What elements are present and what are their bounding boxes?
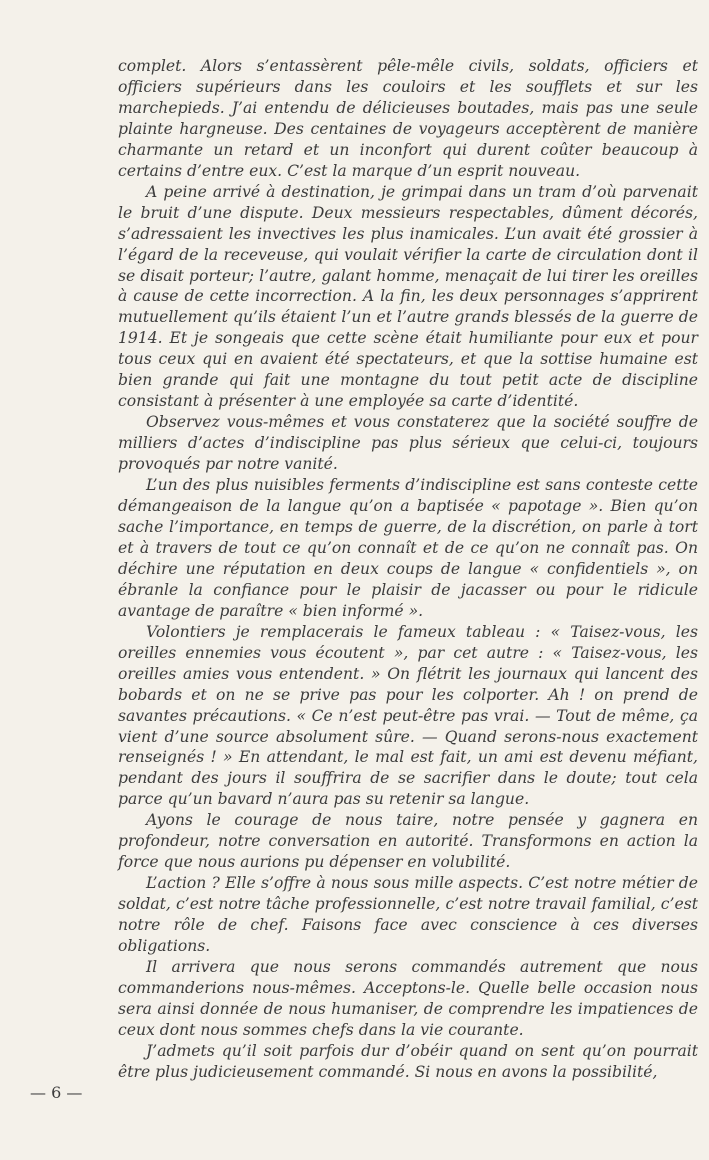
paragraph: Volontiers je remplacerais le fameux tableau : « Taisez-vous, les oreilles ennemies vous écoutent », par cet autre : « Taisez-vous, les oreilles amies vous entendent. » On flétrit les journaux qui lancent des bobards et on ne se prive pas pour les colporter. Ah ! on prend de savantes précautions. « Ce n’est peut-être pas vrai. — Tout de même, ça vient d’une source absolument sûre. — Quand serons-nous exactement renseignés ! » En attendant, le mal est fait, un ami est devenu méfiant, pendant des jours il souffrira de se sacrifier dans le doute; tout cela parce qu’un bavard n’aura pas su retenir sa langue. xyxy=(118,622,698,809)
paragraph: J’admets qu’il soit parfois dur d’obéir quand on sent qu’on pourrait être plus judicieusement commandé. Si nous en avons la possibilité, xyxy=(118,1041,698,1081)
paragraph: Observez vous-mêmes et vous constaterez que la société souffre de milliers d’actes d’indiscipline pas plus sérieux que celui-ci, toujours provoqués par notre vanité. xyxy=(118,413,698,474)
page-number: — 6 — xyxy=(30,1083,83,1102)
body-text xyxy=(118,56,698,1083)
paragraph: L’un des plus nuisibles ferments d’indiscipline est sans conteste cette démangeaison de la langue qu’on a baptisée « papotage ». Bien qu’on sache l’importance, en temps de guerre, de la discrétion, on parle à tort et à travers de tout ce qu’on connaît et de ce qu’on ne connaît pas. On déchire une réputation en deux coups de langue « confidentiels », on ébranle la confiance pour le plaisir de jacasser ou pour le ridicule avantage de paraître « bien informé ». xyxy=(118,476,698,620)
paragraph: Ayons le courage de nous taire, notre pensée y gagnera en profondeur, notre conversation en autorité. Transformons en action la force que nous aurions pu dépenser en volubilité. xyxy=(118,811,698,872)
paragraph: Il arrivera que nous serons commandés autrement que nous commanderions nous-mêmes. Acceptons-le. Quelle belle occasion nous sera ainsi donnée de nous humaniser, de comprendre les impatiences de ceux dont nous sommes chefs dans la vie courante. xyxy=(118,957,698,1039)
paragraph: complet. Alors s’entassèrent pêle-mêle civils, soldats, officiers et officiers supérieurs dans les couloirs et les soufflets et sur les marchepieds. J’ai entendu de délicieuses boutades, mais pas une seule plainte hargneuse. Des centaines de voyageurs acceptèrent de manière charmante un retard et un inconfort qui durent coûter beaucoup à certains d’entre eux. C’est la marque d’un esprit nouveau. xyxy=(118,57,698,180)
paragraph: A peine arrivé à destination, je grimpai dans un tram d’où parvenait le bruit d’une dispute. Deux messieurs respectables, dûment décorés, s’adressaient les invectives les plus inamicales. L’un avait été grossier à l’égard de la receveuse, qui voulait vérifier la carte de circulation dont il se disait porteur; l’autre, galant homme, menaçait de lui tirer les oreilles à cause de cette incorrection. A la fin, les deux personnages s’apprirent mutuellement qu’ils étaient l’un et l’autre grands blessés de la guerre de 1914. Et je songeais que cette scène était humiliante pour eux et pour tous ceux qui en avaient été spectateurs, et que la sottise humaine est bien grande qui fait une montagne du tout petit acte de discipline consistant à présenter à une employée sa carte d’identité. xyxy=(118,182,698,411)
paragraph: L’action ? Elle s’offre à nous sous mille aspects. C’est notre métier de soldat, c’est notre tâche professionnelle, c’est notre travail familial, c’est notre rôle de chef. Faisons face avec conscience à ces diverses obligations. xyxy=(118,874,698,956)
